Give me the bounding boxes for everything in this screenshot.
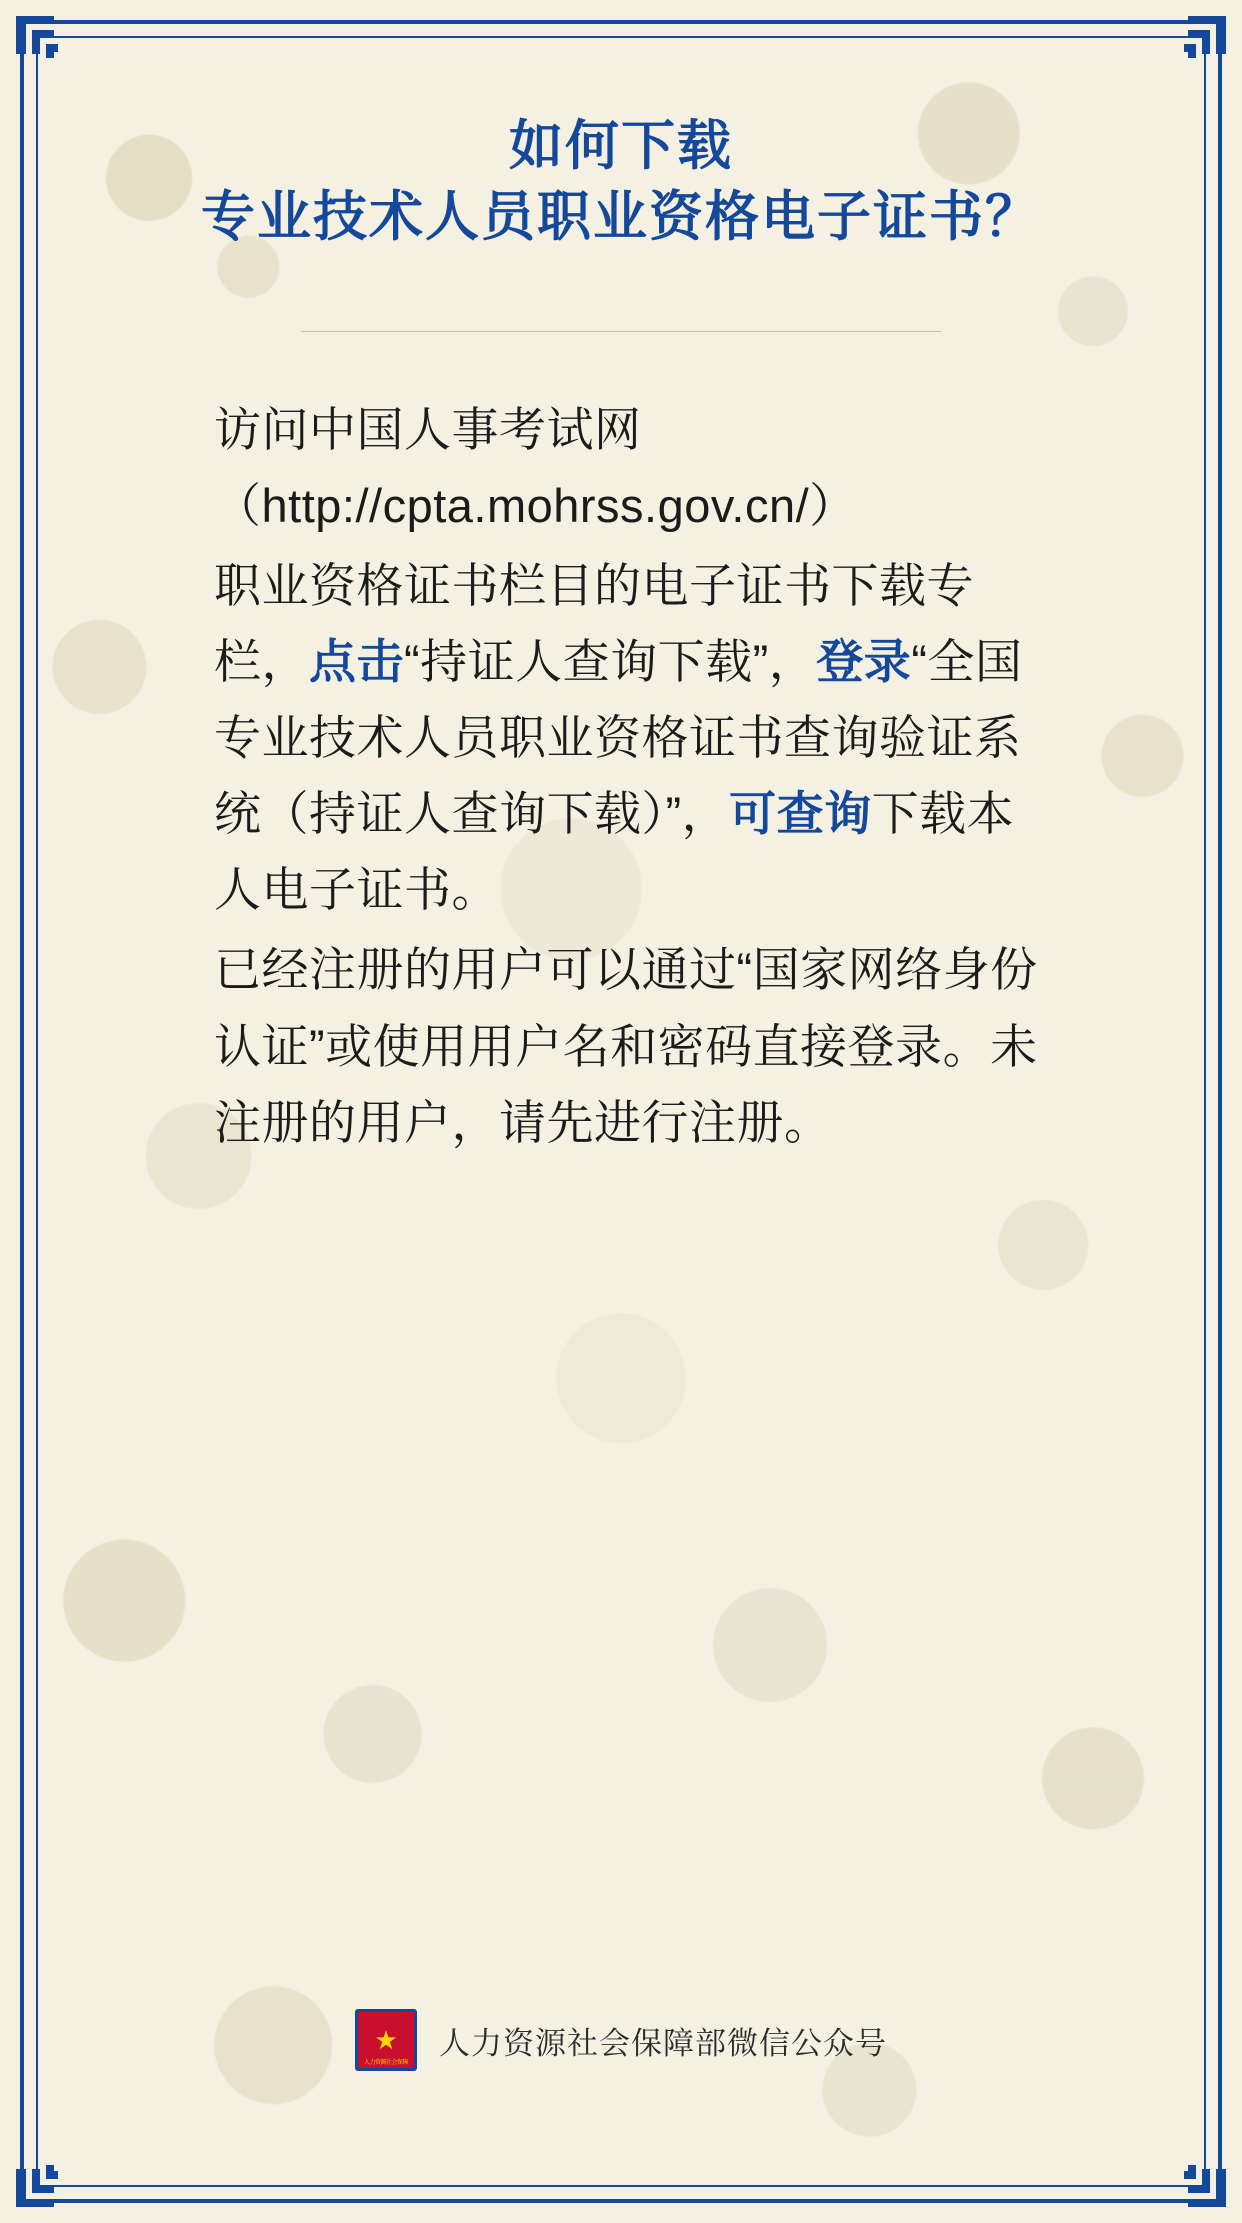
highlight-login: 登录 [816,634,912,688]
national-emblem-icon [355,2009,417,2071]
text-system-name: “全国专业技术人员职业资格证书查询验证系统（持证人查询下载）”， [214,634,1023,841]
footer-account-name: 人力资源社会保障部微信公众号 [439,2025,887,2061]
text-site-url: （http://cpta.mohrss.gov.cn/） [214,478,857,532]
text-download-cert: 下载本人电子证书。 [214,787,1015,917]
title-divider [301,331,941,332]
highlight-queryable: 可查询 [729,787,872,841]
title-line-2: 专业技术人员职业资格电子证书？ [201,184,1041,249]
paragraph-access [214,392,1044,544]
body-text [214,392,1044,1161]
footer [60,2009,1182,2071]
title-line-1: 如何下载 [509,113,733,177]
emblem-star-glyph: ★ [374,2025,398,2055]
paragraph-registered-users: 已经注册的用户可以通过“国家网络身份认证”或使用用户名和密码直接登录。未注册的用户，请先进行注册。 [214,943,1038,1149]
emblem-caption: 人力资源社会保障 [363,2060,408,2066]
highlight-click: 点击 [309,634,404,688]
text-holder-query: “持证人查询下载”， [404,634,817,688]
text-column-path: 职业资格证书栏目的电子证书下载专栏， [214,558,974,688]
paragraph-steps [214,548,1044,929]
poster-content [60,60,1182,2163]
page-title [60,110,1182,253]
text-access-site: 访问中国人事考试网 [214,402,642,456]
